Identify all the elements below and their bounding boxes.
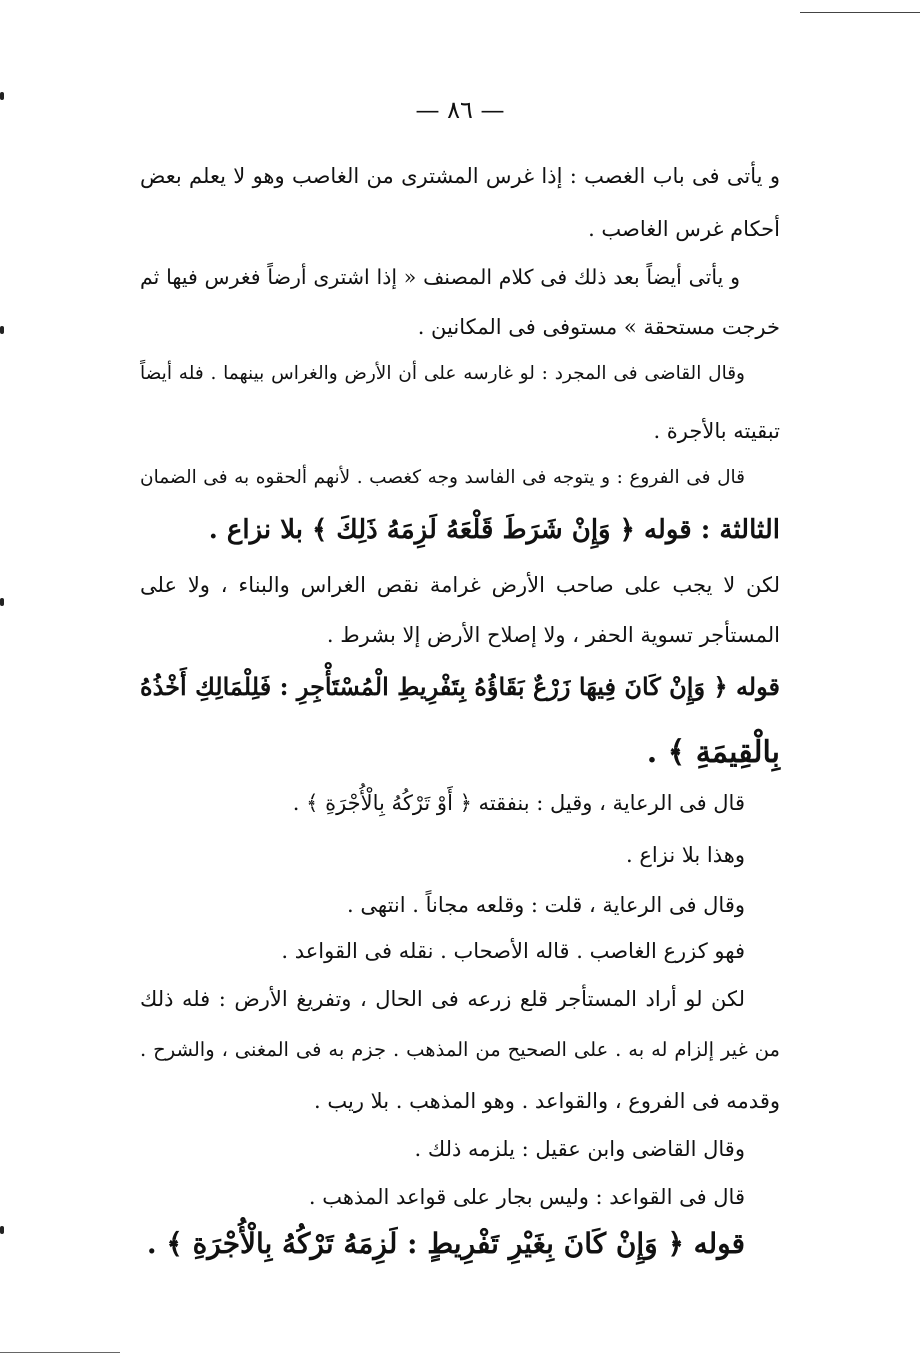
text-line: و يأتى أيضاً بعد ذلك فى كلام المصنف « إذا اشترى أرضاً فغرس فيها ثم (140, 265, 740, 289)
scan-mark (0, 1226, 4, 1234)
text-line: وقدمه فى الفروع ، والقواعد . وهو المذهب . بلا ريب . (314, 1089, 780, 1113)
text-line: خرجت مستحقة » مستوفى فى المكانين . (417, 315, 780, 339)
text-line: من غير إلزام له به . على الصحيح من المذهب . جزم به فى المغنى ، والشرح . (140, 1038, 780, 1061)
text-line: و يأتى فى باب الغصب : إذا غرس المشترى من الغاصب وهو لا يعلم بعض (140, 164, 780, 188)
text-line: وهذا بلا نزاع . (626, 843, 745, 867)
scan-mark (0, 326, 4, 334)
scan-edge-bottom (0, 1352, 120, 1353)
text-line: تبقيته بالأجرة . (653, 419, 780, 443)
text-line: قال فى الرعاية ، وقيل : بنفقته ﴿ أَوْ تَرْكُهُ بِالْأُجْرَةِ ﴾ . (292, 791, 745, 815)
quran-quote-line: قوله ﴿ وَإِنْ كَانَ بِغَيْرِ تَفْرِيطٍ : لَزِمَهُ تَرْكُهُ بِالْأُجْرَةِ ﴾ . (146, 1227, 745, 1260)
quran-quote-line: بِالْقِيمَةِ ﴾ . (646, 735, 780, 770)
text-line: قال فى الفروع : و يتوجه فى الفاسد وجه كغصب . لأنهم ألحقوه به فى الضمان (140, 467, 745, 488)
scan-mark (0, 598, 4, 606)
text-line: قال فى القواعد : وليس بجار على قواعد المذهب . (308, 1185, 745, 1209)
text-line: وقال القاضى فى المجرد : لو غارسه على أن الأرض والغراس بينهما . فله أيضاً (140, 363, 745, 384)
text-line: أحكام غرس الغاصب . (588, 217, 780, 241)
text-line: وقال فى الرعاية ، قلت : وقلعه مجاناً . انتهى . (347, 893, 745, 917)
text-line: لكن لا يجب على صاحب الأرض غرامة نقص الغراس والبناء ، ولا على (140, 573, 780, 597)
text-line: وقال القاضى وابن عقيل : يلزمه ذلك . (414, 1137, 745, 1161)
text-line: المستأجر تسوية الحفر ، ولا إصلاح الأرض إلا بشرط . (326, 623, 780, 647)
quran-quote-line: قوله ﴿ وَإِنْ كَانَ فِيهَا زَرْعٌ بَقَاؤُهُ بِتَفْرِيطِ الْمُسْتَأْجِرِ : فَلِلْمَالِكِ أَخْذُهُ (140, 672, 780, 701)
scan-edge-top (800, 0, 920, 13)
section-heading: الثالثة : قوله ﴿ وَإِنْ شَرَطَ قَلْعَهُ لَزِمَهُ ذَلِكَ ﴾ بلا نزاع . (208, 515, 780, 545)
page-number: — ٨٦ — (415, 96, 505, 124)
text-line: لكن لو أراد المستأجر قلع زرعه فى الحال ، وتفريغ الأرض : فله ذلك (140, 987, 745, 1011)
text-line: فهو كزرع الغاصب . قاله الأصحاب . نقله فى القواعد . (281, 939, 745, 963)
